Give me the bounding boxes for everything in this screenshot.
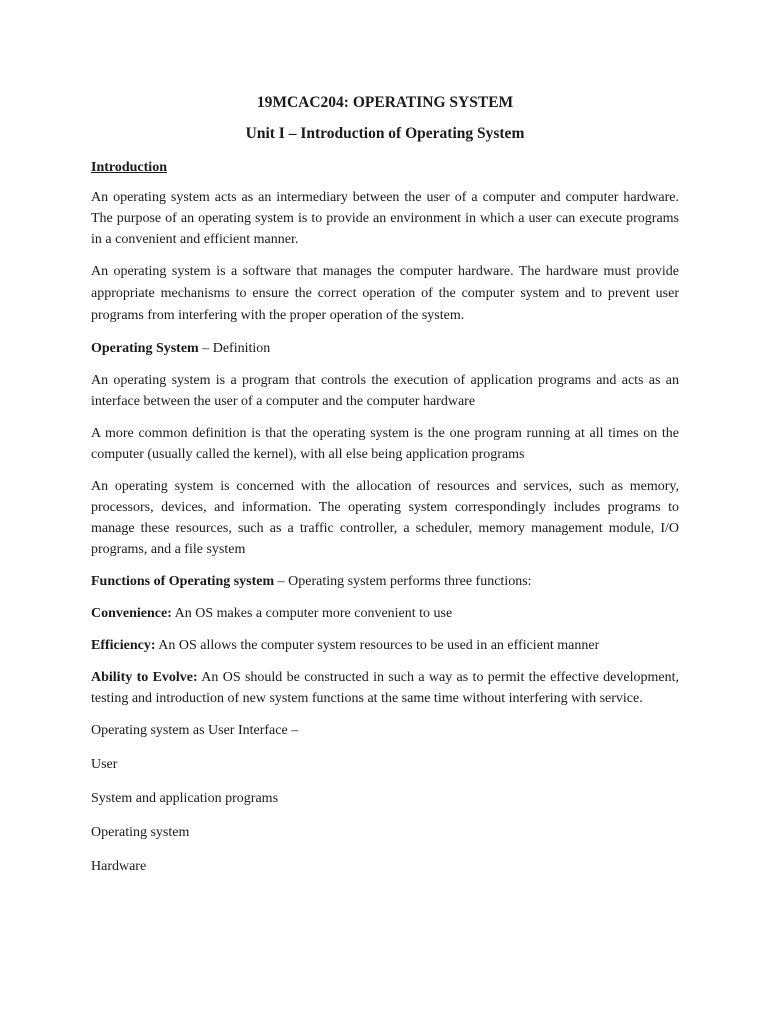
os-definition-rest: – Definition bbox=[198, 341, 271, 356]
intro-paragraph-2: An operating system is a software that manages the computer hardware. The hardware must provide appropriate mechanisms to ensure the correct operation of the computer system and to prevent user programs from interfering with the proper operation of the system. bbox=[91, 264, 679, 323]
definition-paragraph-3: An operating system is concerned with the allocation of resources and services, such as memory, processors, devices, and information. The operating system correspondingly includes programs to manage these resources, such as a traffic controller, a scheduler, memory management module, I/O programs, and a file system bbox=[91, 479, 679, 557]
layer-operating-system: Operating system bbox=[91, 825, 190, 840]
intro-paragraph-1: An operating system acts as an intermediary between the user of a computer and computer hardware. The purpose of an operating system is to provide an environment in which a user can execute programs in a convenient and efficient manner. bbox=[91, 190, 679, 247]
convenience-term: Convenience: bbox=[91, 606, 172, 621]
layer-hardware: Hardware bbox=[91, 859, 147, 874]
ability-to-evolve-paragraph bbox=[91, 667, 679, 709]
efficiency-rest: An OS allows the computer system resources to be used in an efficient manner bbox=[155, 638, 600, 653]
unit-title: Unit I – Introduction of Operating System bbox=[245, 125, 525, 142]
user-interface-heading: Operating system as User Interface – bbox=[91, 723, 299, 738]
convenience-rest: An OS makes a computer more convenient to use bbox=[171, 606, 453, 621]
os-definition-heading bbox=[91, 338, 679, 359]
convenience-line bbox=[91, 603, 679, 624]
ability-to-evolve-term: Ability to Evolve: bbox=[91, 670, 198, 685]
ability-to-evolve-rest: An OS should be constructed in such a way as to permit the effective development, testing and introduction of new system functions at the same time without interfering with service. bbox=[91, 670, 679, 706]
document-page bbox=[91, 92, 679, 890]
efficiency-term: Efficiency: bbox=[91, 638, 156, 653]
functions-rest: – Operating system performs three functions: bbox=[274, 574, 532, 589]
layer-user: User bbox=[91, 757, 118, 772]
os-definition-term: Operating System bbox=[91, 341, 199, 356]
layer-system-and-application-programs: System and application programs bbox=[91, 791, 279, 806]
functions-heading bbox=[91, 571, 679, 592]
course-title: 19MCAC204: OPERATING SYSTEM bbox=[256, 94, 514, 111]
introduction-heading: Introduction bbox=[91, 160, 167, 175]
functions-term: Functions of Operating system bbox=[91, 574, 275, 589]
definition-paragraph-1: An operating system is a program that controls the execution of application programs and acts as an interface between the user of a computer and the computer hardware bbox=[91, 373, 679, 409]
efficiency-line bbox=[91, 635, 679, 656]
definition-paragraph-2: A more common definition is that the operating system is the one program running at all times on the computer (usually called the kernel), with all else being application programs bbox=[91, 426, 679, 462]
